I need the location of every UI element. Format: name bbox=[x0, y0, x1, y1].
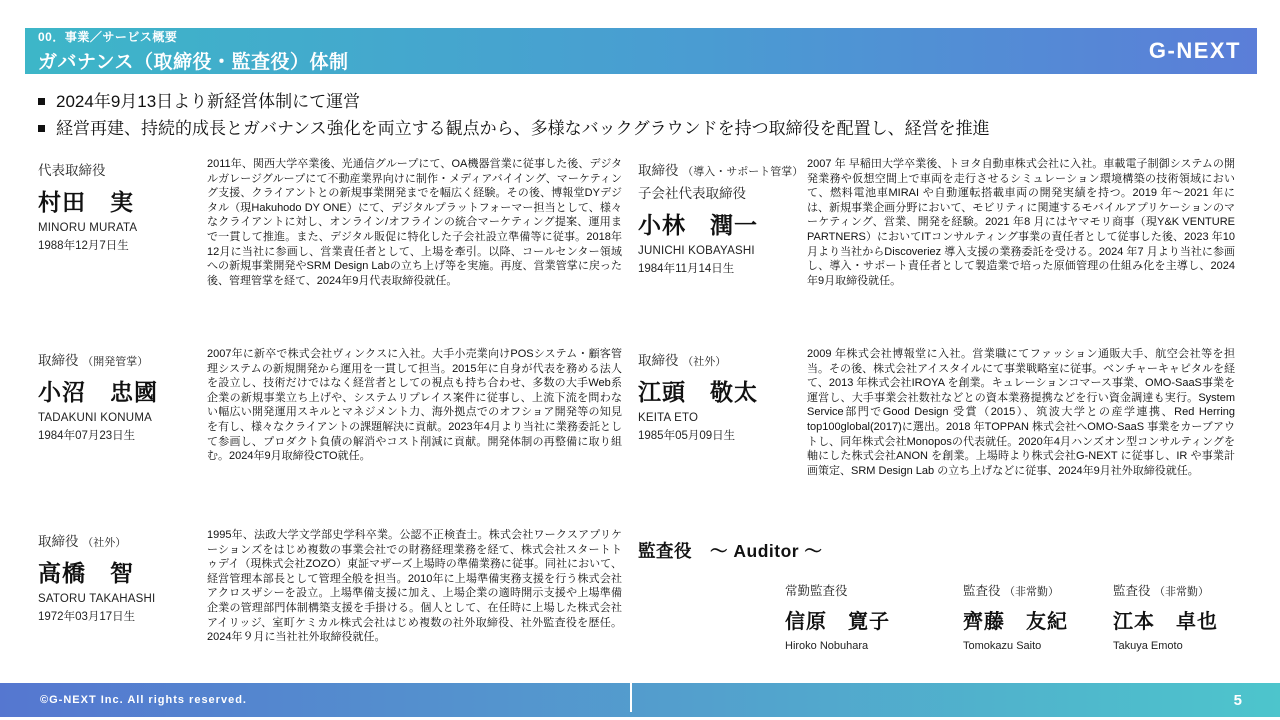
company-logo: G-NEXT bbox=[1148, 38, 1241, 63]
director-label-column bbox=[38, 347, 207, 464]
auditor-name-romaji: Hiroko Nobuhara bbox=[785, 640, 869, 652]
auditor-role-title: 常勤監査役 bbox=[785, 584, 848, 598]
director-profile-murata bbox=[38, 157, 622, 288]
footer-bar bbox=[0, 683, 1280, 717]
auditor-role-note: （非常勤） bbox=[1004, 586, 1059, 598]
header-bar bbox=[25, 28, 1257, 74]
director-role bbox=[38, 159, 207, 179]
director-role-title: 取締役 bbox=[38, 353, 79, 368]
director-label-column bbox=[638, 347, 807, 478]
director-name: 小沼 忠國 bbox=[38, 379, 158, 405]
auditor-role-title: 監査役 bbox=[963, 584, 1001, 598]
auditor-name-romaji: Takuya Emoto bbox=[1113, 640, 1183, 652]
footer-divider bbox=[630, 674, 632, 712]
director-name: 高橋 智 bbox=[38, 560, 134, 586]
auditor-role bbox=[963, 581, 1113, 599]
auditor-role bbox=[785, 581, 963, 599]
director-bio: 2007 年 早稲田大学卒業後、トヨタ自動車株式会社に入社。車載電子制御システムの開発業務や仮想空間上で車両を走行させるシミュレーション環境構築の技術領域において、燃料電池車MIRAI や自動運転搭載車両の開発実績を持つ。2019 年～2021 年には、新規事業企画分野において、モビリティに関連するモバイルアプリケーションのマーケティング、営業、開発を経験。2021 年8 月にはヤマモリ商事（現Y&K VENTURE PARTNERS）においてITコンサルティング事業の責任者として従事した後、2023 年10 月より当社からDiscoveriez 導入支援の業務委託を受ける。2024 年7 月より当社に参画し、導入・サポート責任者として製造業で培った原価管理の仕組み化を主導し、2024年9月取締役就任。 bbox=[807, 158, 1235, 287]
director-role bbox=[638, 349, 807, 369]
bullet-item bbox=[38, 88, 1250, 115]
director-role-title: 代表取締役 bbox=[38, 163, 106, 178]
director-bio: 1995年、法政大学文学部史学科卒業。公認不正検査士。株式会社ワークスアプリケーションズをはじめ複数の事業会社での財務経理業務を経て、株式会社スタートトゥデイ（現株式会社ZOZO）東証マザーズ上場時の準備業務に従事。同社において、経営管理本部長として管理全般を担当。2010年に上場準備実務支援を行う株式会社アクロスザシーを設立。上場準備支援に加え、上場企業の適時開示支援や上場準備企業の管理部門体制構築支援を手掛ける。個人として、在任時に上場した株式会社アイリッジ、室町ケミカル株式会社はじめ複数の社外取締役、社外監査役を歴任。2024年９月に当社社外取締役就任。 bbox=[207, 529, 622, 644]
director-bio: 2011年、関西大学卒業後、光通信グループにて、OA機器営業に従事した後、デジタルガレージグループにて不動産業界向けに制作・メディアバイイング、マーケティング支援、クライアントとの新規事業開発までを幅広く経験。その後、博報堂DYデジタル（現Hakuhodo DY ONE）にて、デジタルプラットフォーマー担当として、様々なクライアントに対し、オンライン/オフラインの統合マーケティング提案、運用まで一貫して推進。また、デジタル販促に特化した子会社設立準備等に従事。2018年12月に当社に参画し、営業責任者として、上場を牽引。以降、コールセンター領域への新規事業開発やSRM Design Labの立ち上げ等を実施。再度、営業管掌に戻った後、管理管掌を経て、2024年9月代表取締役就任。 bbox=[207, 158, 622, 287]
auditor-name-romaji: Tomokazu Saito bbox=[963, 640, 1042, 652]
director-name-romaji: JUNICHI KOBAYASHI bbox=[638, 245, 755, 257]
director-name: 江頭 敬太 bbox=[638, 379, 758, 405]
director-name-romaji: KEITA ETO bbox=[638, 412, 699, 424]
summary-bullets bbox=[38, 88, 1250, 142]
bullet-square-icon bbox=[38, 125, 45, 132]
director-label-column bbox=[38, 157, 207, 288]
director-profile-eto bbox=[638, 347, 1235, 478]
director-birthdate: 1984年07月23日生 bbox=[38, 430, 136, 442]
auditor-profile-nobuhara bbox=[785, 581, 963, 652]
director-birthdate: 1985年05月09日生 bbox=[638, 430, 736, 442]
page-number: 5 bbox=[1233, 691, 1242, 709]
auditor-name: 信原 寛子 bbox=[785, 611, 890, 633]
director-role-title: 取締役 bbox=[638, 353, 679, 368]
director-profile-takahashi bbox=[38, 528, 622, 645]
bullet-item bbox=[38, 115, 1250, 142]
director-birthdate: 1984年11月14日生 bbox=[638, 263, 735, 275]
director-label-column bbox=[38, 528, 207, 645]
director-role-note: （社外） bbox=[682, 356, 727, 368]
copyright: ©G-NEXT Inc. All rights reserved. bbox=[40, 694, 247, 706]
bullet-square-icon bbox=[38, 98, 45, 105]
header-text bbox=[38, 28, 348, 74]
bullet-text: 経営再建、持続的成長とガバナンス強化を両立する観点から、多様なバックグラウンドを持つ取締役を配置し、経営を推進 bbox=[56, 119, 990, 138]
director-name: 小林 潤一 bbox=[638, 212, 758, 238]
director-role-note: （開発管掌） bbox=[82, 356, 149, 368]
director-role-title: 取締役 bbox=[38, 534, 79, 549]
director-role bbox=[38, 530, 207, 550]
auditor-role bbox=[1113, 581, 1218, 599]
auditor-name: 江本 卓也 bbox=[1113, 611, 1218, 633]
director-birthdate: 1972年03月17日生 bbox=[38, 611, 136, 623]
auditor-role-note: （非常勤） bbox=[1154, 586, 1209, 598]
auditors-heading: 監査役 ～ Auditor ～ bbox=[638, 541, 823, 561]
bullet-text: 2024年9月13日より新経営体制にて運営 bbox=[56, 92, 361, 111]
director-bio: 2007年に新卒で株式会社ヴィンクスに入社。大手小売業向けPOSシステム・顧客管理システムの新規開発から運用を一貫して担当。2015年に自身が代表を務める法人を設立し、技術だけではなく経営者としての視点も持ち合わせ、多数の大手Web系企業の新規事業立ち上げや、システムリプレイス案件に従事し、上流下流を問わない幅広い開発運用スキルとマネジメント力、海外拠点でのオフショア開発等の知見を有し、様々なクライアントの課題解決に貢献。2023年4月より当社に業務委託として参画し、プロダクト負債の解消やコスト削減に貢献。開発体制の再整備に取り組む。2024年9月取締役CTO就任。 bbox=[207, 348, 622, 463]
director-label-column bbox=[638, 157, 807, 288]
director-sub-role: 子会社代表取締役 bbox=[638, 186, 746, 201]
director-role-note: （導入・サポート管掌） bbox=[682, 166, 804, 178]
auditor-profile-emoto bbox=[1113, 581, 1218, 652]
director-name-romaji: MINORU MURATA bbox=[38, 222, 138, 234]
director-profile-konuma bbox=[38, 347, 622, 464]
auditor-name: 齊藤 友紀 bbox=[963, 611, 1068, 633]
auditors-row bbox=[638, 581, 1238, 652]
auditor-role-title: 監査役 bbox=[1113, 584, 1151, 598]
page-title: ガバナンス（取締役・監査役）体制 bbox=[38, 52, 349, 73]
director-bio: 2009 年株式会社博報堂に入社。営業職にてファッション通販大手、航空会社等を担当。その後、株式会社アイスタイルにて事業戦略室に従事。ベンチャーキャピタルを経て、2013 年株式会社IROYA を創業。キュレーションコマース事業、OMO-SaaS事業を運営し、大手事業会社数社などとの資本業務提携などを行い資金調達も実行。System Service部門でGood Design 受賞（2015）、筑波大学との産学連携、Red Herring top100global(2017)に選出。2018 年TOPPAN 株式会社へOMO-SaaS 事業をカーブアウトし、同年株式会社Monoposの代表就任。2020年4月ハンズオン型コンサルティングを軸にした株式会社ANON を創業。上場時より株式会社G-NEXT に従事し、IR や事業計画策定、SRM Design Lab の立ち上げなどに従事、2024年9月社外取締役就任。 bbox=[807, 348, 1235, 477]
director-role bbox=[638, 159, 807, 179]
director-birthdate: 1988年12月7日生 bbox=[38, 240, 129, 252]
section-label: 00．事業／サービス概要 bbox=[38, 30, 178, 44]
director-role-title: 取締役 bbox=[638, 163, 679, 178]
director-name-romaji: TADAKUNI KONUMA bbox=[38, 412, 152, 424]
director-name-romaji: SATORU TAKAHASHI bbox=[38, 593, 156, 605]
auditors-section bbox=[638, 538, 1238, 652]
auditor-profile-saito bbox=[963, 581, 1113, 652]
director-role bbox=[38, 349, 207, 369]
director-role-note: （社外） bbox=[82, 537, 127, 549]
director-profile-kobayashi bbox=[638, 157, 1235, 288]
director-name: 村田 実 bbox=[38, 189, 134, 215]
